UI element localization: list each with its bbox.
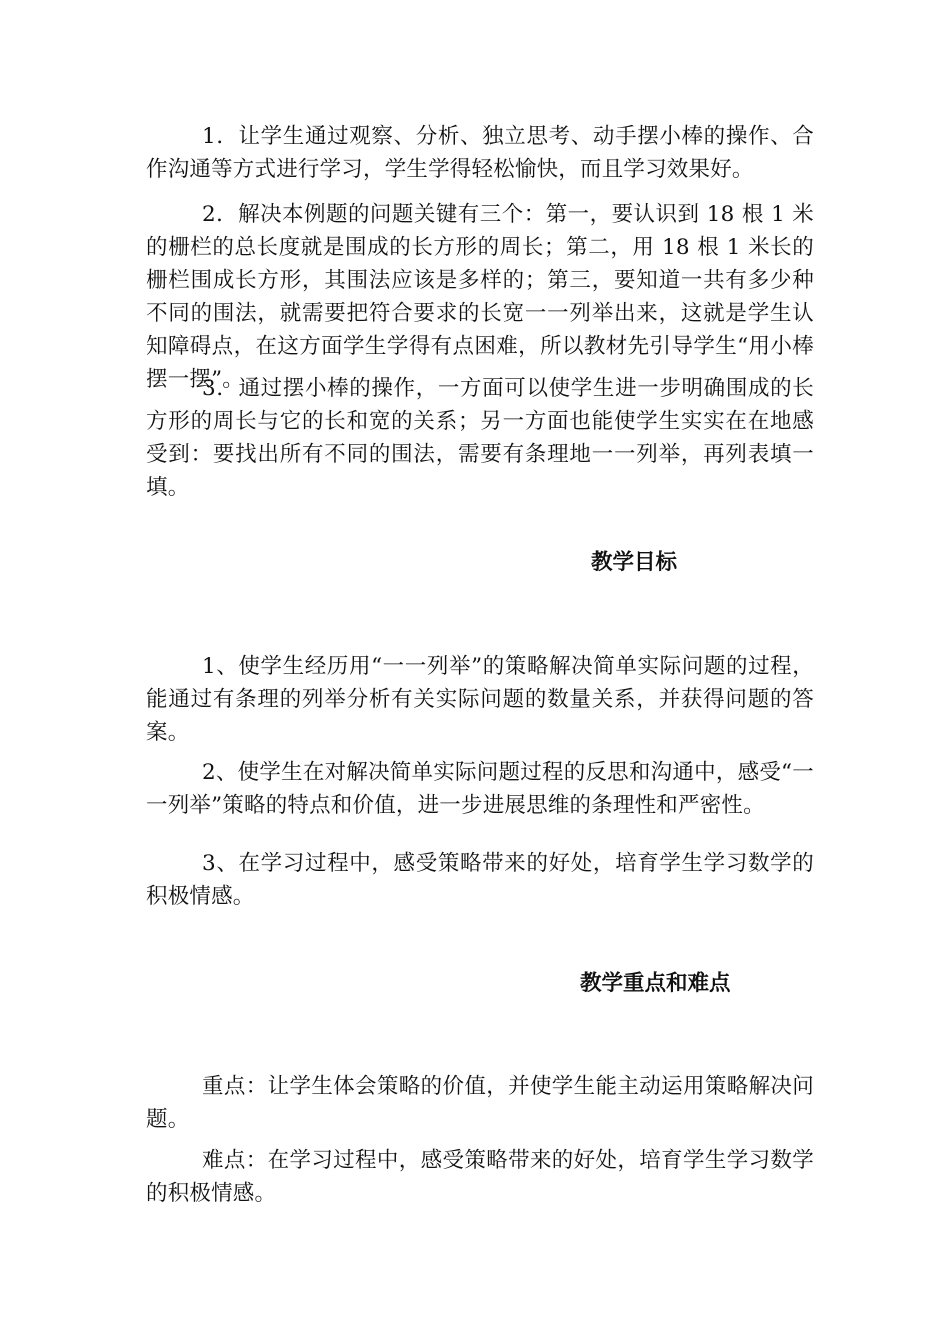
keypoints-heading: 教学重点和难点 (580, 971, 731, 996)
objective-paragraph-2: 2、使学生在对解决简单实际问题过程的反思和沟通中，感受“一一列举”策略的特点和价值，进一步进展思维的条理性和严密性。 (146, 760, 814, 818)
keypoint-paragraph-focus: 重点：让学生体会策略的价值，并使学生能主动运用策略解决问题。 (146, 1074, 814, 1132)
objectives-heading: 教学目标 (591, 550, 678, 575)
analysis-paragraph-3: 3．通过摆小棒的操作，一方面可以使学生进一步明确围成的长方形的周长与它的长和宽的关系；另一方面也能使学生实实在在地感受到：要找出所有不同的围法，需要有条理地一一列举，再列表填一填。 (146, 376, 814, 500)
objective-paragraph-1: 1、使学生经历用“一一列举”的策略解决简单实际问题的过程，能通过有条理的列举分析有关实际问题的数量关系，并获得问题的答案。 (146, 654, 814, 745)
analysis-paragraph-2: 2．解决本例题的问题关键有三个：第一，要认识到 18 根 1 米的栅栏的总长度就是围成的长方形的周长；第二，用 18 根 1 米长的栅栏围成长方形，其围法应该是多样的；第三，要知道一共有多少种不同的围法，就需要把符合要求的长宽一一列举出来，这就是学生认知障碍点，在这方面学生学得有点困难，所以教材先引导学生“用小棒摆一摆”。 (146, 202, 814, 392)
analysis-paragraph-1: 1．让学生通过观察、分析、独立思考、动手摆小棒的操作、合作沟通等方式进行学习，学生学得轻松愉快，而且学习效果好。 (146, 124, 814, 182)
objective-paragraph-3: 3、在学习过程中，感受策略带来的好处，培育学生学习数学的积极情感。 (146, 851, 814, 909)
keypoint-paragraph-difficulty: 难点：在学习过程中，感受策略带来的好处，培育学生学习数学的积极情感。 (146, 1148, 814, 1206)
